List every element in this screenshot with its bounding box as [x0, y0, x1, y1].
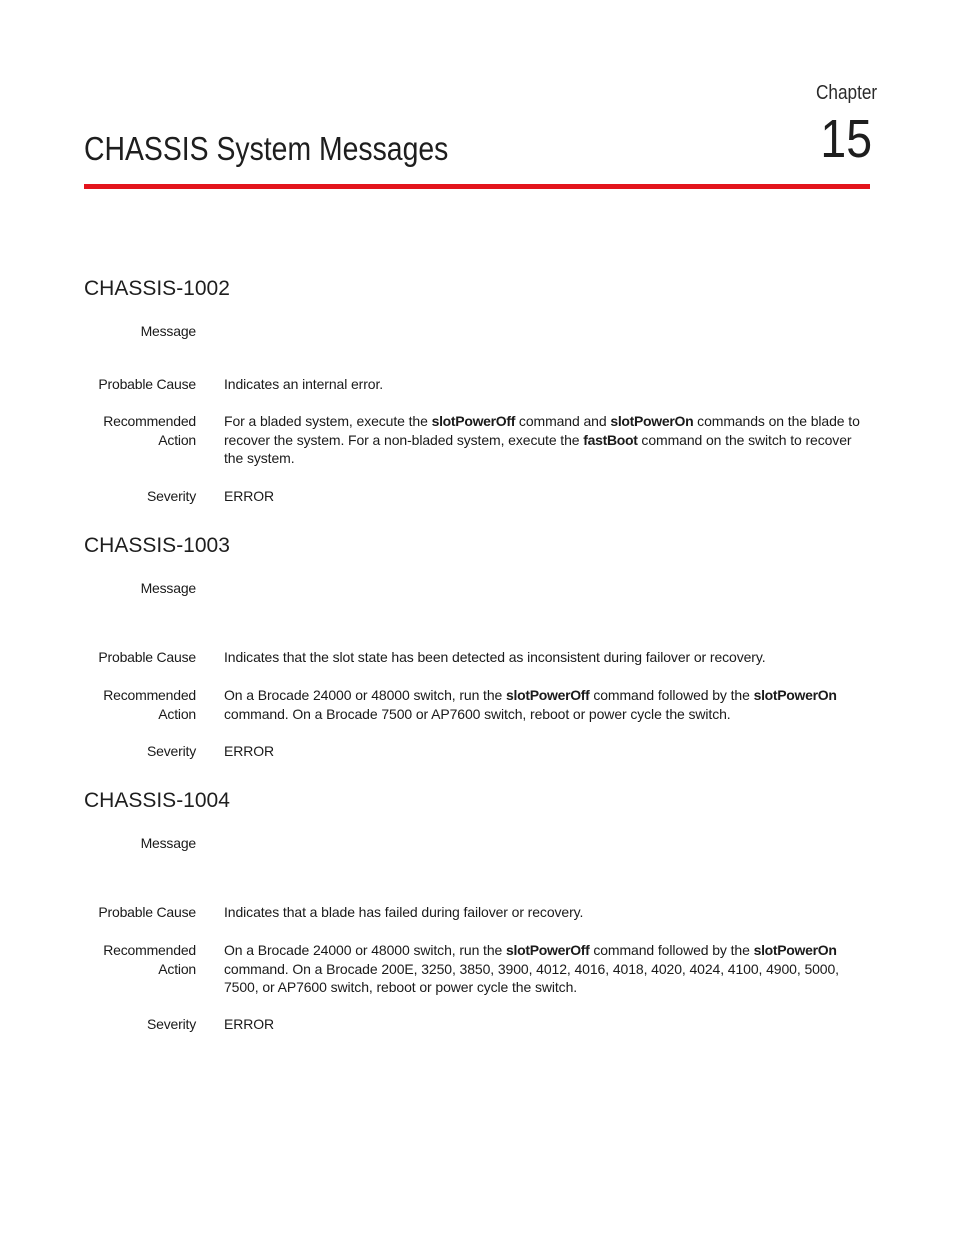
probable-cause-label: Probable Cause — [98, 904, 196, 920]
message-label: Message — [140, 323, 196, 339]
section-title: CHASSIS-1003 — [84, 534, 230, 557]
section-title: CHASSIS-1004 — [84, 789, 230, 812]
action-text-part: For a bladed system, execute the — [224, 413, 432, 429]
severity-label: Severity — [147, 743, 196, 759]
severity-value: ERROR — [224, 488, 275, 504]
action-text-part: On a Brocade 24000 or 48000 switch, run the — [224, 942, 507, 958]
recommended-label-line2: Action — [158, 961, 196, 977]
severity-value: ERROR — [224, 743, 275, 759]
command-slotpoweroff: slotPowerOff — [506, 687, 590, 703]
command-slotpoweron: slotPowerOn — [753, 687, 837, 703]
chapter-title: CHASSIS System Messages — [84, 130, 449, 167]
severity-value: ERROR — [224, 1016, 275, 1032]
action-text-part: command. On a Brocade 200E, 3250, 3850, 3900, 4012, 4016, 4018, 4020, 4024, 4100, 4900, 5000, 7500, or AP7600 switch, reboot or power cycle the switch. — [224, 960, 839, 995]
command-slotpoweroff: slotPowerOff — [506, 942, 590, 958]
recommended-action-text — [224, 412, 870, 468]
probable-cause-text: Indicates that a blade has failed during failover or recovery. — [224, 904, 584, 920]
recommended-action-label — [66, 412, 196, 450]
probable-cause-label: Probable Cause — [98, 376, 196, 392]
action-text-part: command followed by the — [589, 687, 754, 703]
action-text-part: command and — [515, 413, 611, 429]
recommended-action-label — [66, 686, 196, 724]
message-label: Message — [140, 835, 196, 851]
probable-cause-text: Indicates an internal error. — [224, 376, 384, 392]
command-slotpoweron: slotPowerOn — [753, 942, 837, 958]
recommended-action-text — [224, 686, 870, 723]
recommended-label-line2: Action — [158, 706, 196, 722]
command-slotpoweron: slotPowerOn — [610, 413, 694, 429]
probable-cause-text: Indicates that the slot state has been detected as inconsistent during failover or recovery. — [224, 649, 766, 665]
section-title: CHASSIS-1002 — [84, 277, 230, 300]
recommended-label-line1: Recommended — [103, 687, 196, 703]
recommended-label-line1: Recommended — [103, 413, 196, 429]
recommended-label-line1: Recommended — [103, 942, 196, 958]
action-text-part: command. On a Brocade 7500 or AP7600 switch, reboot or power cycle the switch. — [224, 705, 731, 722]
action-text-part: commands on the blade to recover the system. For a non-bladed system, execute the — [224, 413, 860, 448]
recommended-label-line2: Action — [158, 432, 196, 448]
probable-cause-label: Probable Cause — [98, 649, 196, 665]
action-text-part: command on the switch to recover the system. — [224, 431, 852, 466]
command-fastboot: fastBoot — [583, 431, 638, 448]
action-text-part: command followed by the — [589, 942, 754, 958]
chapter-title-rule — [84, 184, 870, 189]
chapter-number: 15 — [820, 109, 872, 169]
command-slotpoweroff: slotPowerOff — [431, 413, 516, 429]
severity-label: Severity — [147, 488, 196, 504]
action-text-part: On a Brocade 24000 or 48000 switch, run the — [224, 687, 507, 703]
chapter-label: Chapter — [815, 82, 877, 104]
recommended-action-label — [66, 941, 196, 979]
recommended-action-text — [224, 941, 870, 997]
message-label: Message — [140, 580, 196, 596]
severity-label: Severity — [147, 1016, 196, 1032]
